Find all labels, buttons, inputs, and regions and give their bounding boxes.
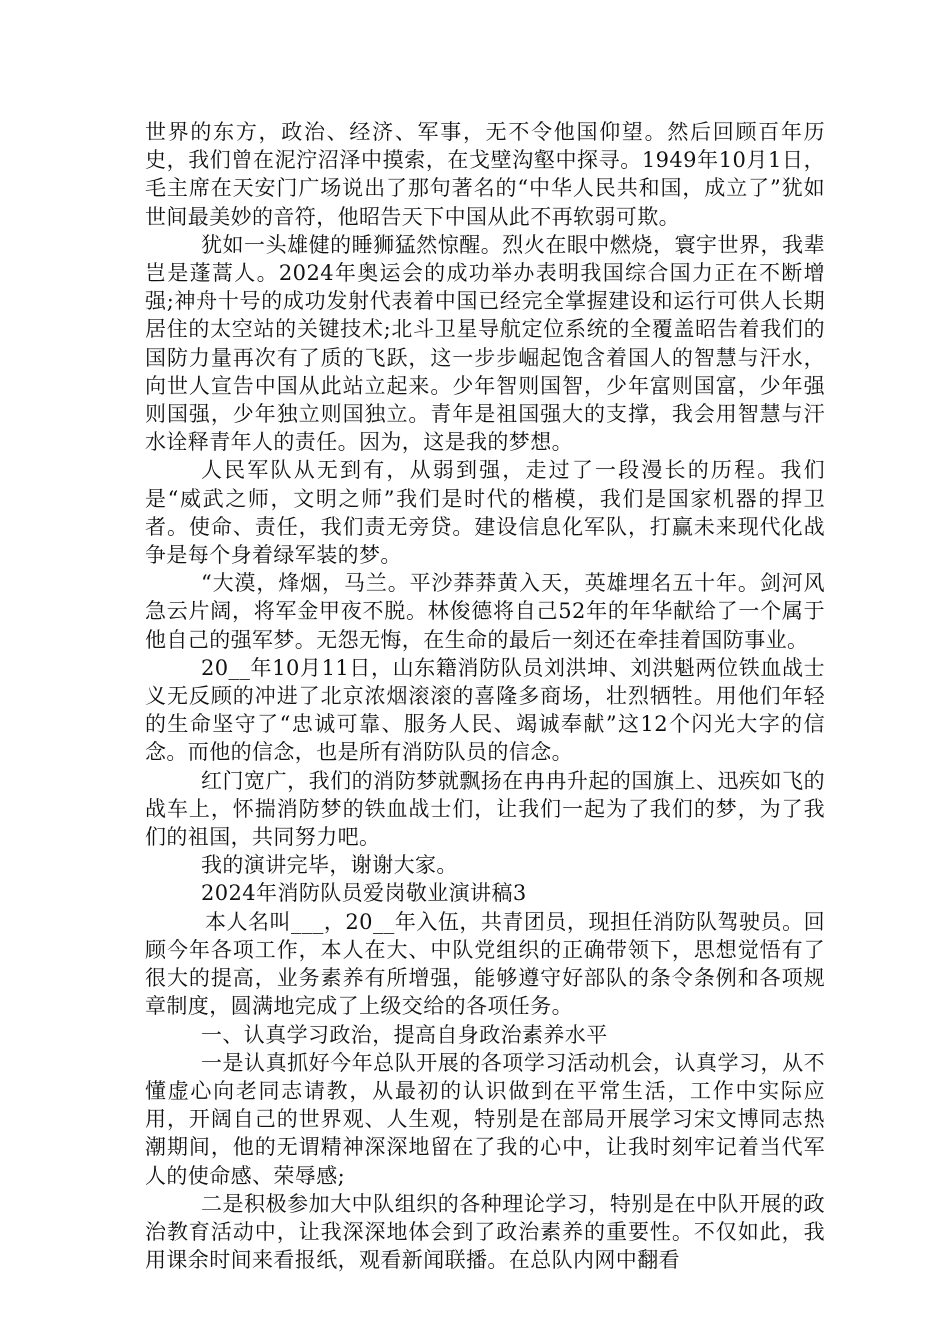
paragraph-self-introduction: 本人名叫___，20__年入伍，共青团员，现担任消防队驾驶员。回顾今年各项工作，本人在大、中队党组织的正确带领下，思想觉悟有了很大的提高，业务素养有所增强，能够遵守好部队的条令条例和各项规章制度，圆满地完成了上级交给的各项任务。 [145, 909, 825, 1019]
document-page [145, 118, 825, 1274]
paragraph-closing: 我的演讲完毕，谢谢大家。 [201, 853, 458, 878]
paragraph-firefighters-sacrifice: 20__年10月11日，山东籍消防队员刘洪坤、刘洪魁两位铁血战士义无反顾的冲进了北京浓烟滚滚的喜隆多商场，壮烈牺牲。用他们年轻的生命坚守了“忠诚可靠、服务人民、竭诚奉献”这12个闪光大字的信念。而他的信念，也是所有消防队员的信念。 [145, 655, 825, 765]
paragraph-peoples-army: 人民军队从无到有，从弱到强，走过了一段漫长的历程。我们是“威武之师，文明之师”我们是时代的楷模，我们是国家机器的捍卫者。使命、责任，我们责无旁贷。建设信息化军队，打赢未来现代化战争是每个身着绿军装的梦。 [145, 458, 825, 568]
paragraph-red-gate: 红门宽广，我们的消防梦就飘扬在冉冉升起的国旗上、迅疾如飞的战车上，怀揣消防梦的铁血战士们，让我们一起为了我们的梦，为了我们的祖国，共同努力吧。 [145, 768, 825, 850]
paragraph-desert-poem: “大漠，烽烟，马兰。平沙莽莽黄入天，英雄埋名五十年。剑河风急云片阔，将军金甲夜不脱。林俊德将自己52年的年华献给了一个属于他自己的强军梦。无怨无悔，在生命的最后一刻还在牵挂着国防事业。 [145, 571, 825, 652]
section-title: 2024年消防队员爱岗敬业演讲稿3 [201, 881, 527, 906]
paragraph-study-second: 二是积极参加大中队组织的各种理论学习，特别是在中队开展的政治教育活动中，让我深深地体会到了政治素养的重要性。不仅如此，我用课余时间来看报纸，观看新闻联播。在总队内网中翻看 [145, 1191, 825, 1273]
paragraph-history: 世界的东方，政治、经济、军事，无不令他国仰望。然后回顾百年历史，我们曾在泥泞沼泽中摸索，在戈壁沟壑中探寻。1949年10月1日，毛主席在天安门广场说出了那句著名的“中华人民共和国，成立了”犹如世间最美妙的音符，他昭告天下中国从此不再软弱可欺。 [145, 120, 825, 229]
paragraph-awakening-lion: 犹如一头雄健的睡狮猛然惊醒。烈火在眼中燃烧，寰宇世界，我辈岂是蓬蒿人。2024年奥运会的成功举办表明我国综合国力正在不断增强;神舟十号的成功发射代表着中国已经完全掌握建设和运行可供人长期居住的太空站的关键技术;北斗卫星导航定位系统的全覆盖昭告着我们的国防力量再次有了质的飞跃，这一步步崛起饱含着国人的智慧与汗水，向世人宣告中国从此站立起来。少年智则国智，少年富则国富，少年强则国强，少年独立则国独立。青年是祖国强大的支撑，我会用智慧与汗水诠释青年人的责任。因为，这是我的梦想。 [145, 232, 825, 455]
paragraph-study-first: 一是认真抓好今年总队开展的各项学习活动机会，认真学习，从不懂虚心向老同志请教，从最初的认识做到在平常生活，工作中实际应用，开阔自己的世界观、人生观，特别是在部局开展学习宋文博同志热潮期间，他的无谓精神深深地留在了我的心中，让我时刻牢记着当代军人的使命感、荣辱感; [145, 1050, 825, 1188]
section-heading-politics: 一、认真学习政治，提高自身政治素养水平 [201, 1022, 608, 1047]
